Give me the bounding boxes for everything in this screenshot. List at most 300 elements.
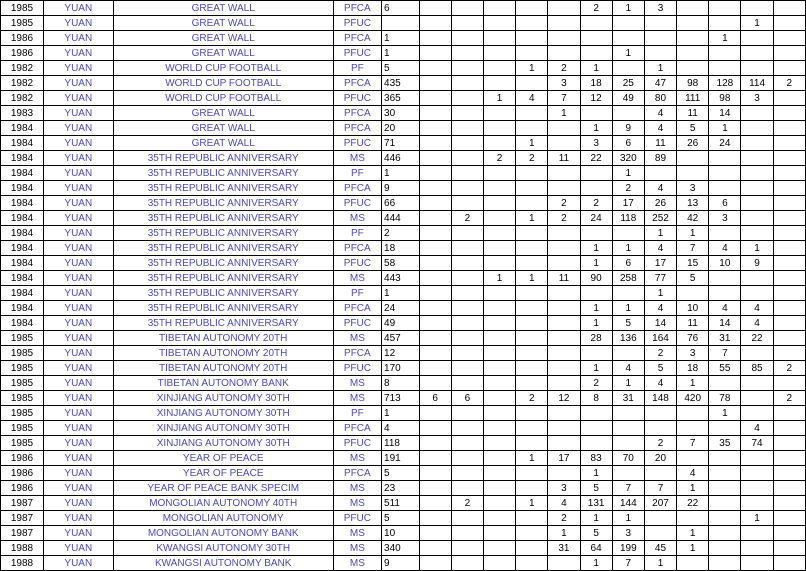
table-row: [1, 226, 806, 241]
cell-v10: [709, 1, 741, 16]
cell-v11: [741, 271, 773, 286]
cell-v5: [548, 121, 580, 136]
cell-v12: [773, 226, 805, 241]
cell-v12: [773, 181, 805, 196]
cell-v1: [419, 301, 451, 316]
cell-v12: [773, 121, 805, 136]
cell-v8: [644, 46, 676, 61]
cell-v4: [516, 121, 548, 136]
cell-number: 12: [382, 346, 420, 361]
cell-v12: [773, 46, 805, 61]
cell-v11: 1: [741, 16, 773, 31]
cell-number: 1: [382, 406, 420, 421]
table-body: [1, 1, 806, 571]
cell-number: 444: [382, 211, 420, 226]
cell-currency: YUAN: [43, 316, 113, 331]
cell-v1: [419, 61, 451, 76]
cell-number: 340: [382, 541, 420, 556]
cell-v2: [451, 271, 483, 286]
cell-v6: [580, 166, 612, 181]
cell-v2: 2: [451, 496, 483, 511]
cell-v2: [451, 331, 483, 346]
cell-v6: 24: [580, 211, 612, 226]
cell-year: 1987: [1, 496, 44, 511]
cell-v4: [516, 256, 548, 271]
cell-v1: [419, 271, 451, 286]
cell-v11: 1: [741, 511, 773, 526]
table-row: [1, 16, 806, 31]
cell-year: 1987: [1, 526, 44, 541]
cell-v12: [773, 481, 805, 496]
table-row: [1, 91, 806, 106]
cell-v5: 17: [548, 451, 580, 466]
cell-v9: [677, 61, 709, 76]
cell-v2: [451, 61, 483, 76]
cell-v8: [644, 466, 676, 481]
cell-v11: [741, 496, 773, 511]
cell-currency: YUAN: [43, 481, 113, 496]
cell-v6: 1: [580, 511, 612, 526]
cell-v1: [419, 31, 451, 46]
cell-v7: 1: [612, 46, 644, 61]
cell-number: 1: [382, 46, 420, 61]
cell-v6: [580, 31, 612, 46]
table-row: [1, 526, 806, 541]
cell-type: MS: [333, 331, 381, 346]
cell-v3: [483, 136, 515, 151]
cell-description: YEAR OF PEACE: [113, 466, 333, 481]
cell-description: 35TH REPUBLIC ANNIVERSARY: [113, 181, 333, 196]
cell-v12: [773, 166, 805, 181]
cell-v6: 2: [580, 196, 612, 211]
cell-v9: 22: [677, 496, 709, 511]
cell-v10: 4: [709, 301, 741, 316]
cell-currency: YUAN: [43, 226, 113, 241]
cell-v11: [741, 166, 773, 181]
cell-year: 1988: [1, 541, 44, 556]
cell-v10: 4: [709, 241, 741, 256]
cell-v1: [419, 481, 451, 496]
cell-v6: 131: [580, 496, 612, 511]
cell-year: 1984: [1, 316, 44, 331]
cell-v9: 18: [677, 361, 709, 376]
cell-v11: 9: [741, 256, 773, 271]
cell-type: MS: [333, 496, 381, 511]
cell-v7: [612, 16, 644, 31]
cell-v11: [741, 526, 773, 541]
table-row: [1, 301, 806, 316]
cell-v8: 4: [644, 241, 676, 256]
cell-year: 1985: [1, 421, 44, 436]
cell-v9: 7: [677, 241, 709, 256]
cell-v1: 6: [419, 391, 451, 406]
cell-v7: [612, 346, 644, 361]
cell-v4: [516, 316, 548, 331]
cell-v11: 22: [741, 331, 773, 346]
cell-year: 1985: [1, 16, 44, 31]
cell-v10: [709, 541, 741, 556]
cell-v1: [419, 421, 451, 436]
cell-v1: [419, 121, 451, 136]
cell-v6: [580, 181, 612, 196]
cell-type: PF: [333, 286, 381, 301]
cell-v10: 128: [709, 76, 741, 91]
cell-type: MS: [333, 211, 381, 226]
cell-type: PFUC: [333, 136, 381, 151]
cell-v3: [483, 496, 515, 511]
cell-v12: [773, 436, 805, 451]
cell-v4: 1: [516, 496, 548, 511]
cell-v7: 1: [612, 166, 644, 181]
cell-v9: 420: [677, 391, 709, 406]
cell-v8: [644, 421, 676, 436]
cell-v3: [483, 76, 515, 91]
cell-v1: [419, 466, 451, 481]
cell-currency: YUAN: [43, 151, 113, 166]
cell-v9: [677, 151, 709, 166]
cell-v1: [419, 241, 451, 256]
cell-v3: [483, 301, 515, 316]
cell-type: PFCA: [333, 31, 381, 46]
cell-v12: [773, 211, 805, 226]
cell-description: XINJIANG AUTONOMY 30TH: [113, 436, 333, 451]
cell-v7: 5: [612, 316, 644, 331]
cell-description: WORLD CUP FOOTBALL: [113, 76, 333, 91]
cell-description: MONGOLIAN AUTONOMY: [113, 511, 333, 526]
cell-v7: 199: [612, 541, 644, 556]
cell-v3: [483, 1, 515, 16]
cell-type: PF: [333, 166, 381, 181]
cell-v9: 11: [677, 316, 709, 331]
cell-v5: [548, 376, 580, 391]
cell-v11: [741, 121, 773, 136]
cell-type: PFUC: [333, 196, 381, 211]
cell-v2: 2: [451, 211, 483, 226]
cell-v4: 4: [516, 91, 548, 106]
cell-v4: [516, 526, 548, 541]
cell-year: 1984: [1, 286, 44, 301]
cell-v9: 5: [677, 121, 709, 136]
cell-type: PFCA: [333, 346, 381, 361]
cell-type: PFUC: [333, 316, 381, 331]
table-row: [1, 271, 806, 286]
cell-v8: 14: [644, 316, 676, 331]
cell-v12: [773, 346, 805, 361]
cell-v4: [516, 31, 548, 46]
cell-v11: 4: [741, 301, 773, 316]
cell-v9: [677, 421, 709, 436]
cell-v1: [419, 1, 451, 16]
cell-v4: [516, 436, 548, 451]
cell-currency: YUAN: [43, 91, 113, 106]
cell-v4: [516, 331, 548, 346]
table-row: [1, 496, 806, 511]
cell-currency: YUAN: [43, 436, 113, 451]
cell-v1: [419, 541, 451, 556]
cell-v6: 1: [580, 241, 612, 256]
cell-v5: [548, 46, 580, 61]
cell-v4: [516, 1, 548, 16]
cell-v8: 4: [644, 121, 676, 136]
cell-v10: [709, 556, 741, 571]
cell-v10: [709, 376, 741, 391]
cell-v5: [548, 331, 580, 346]
cell-v6: 5: [580, 526, 612, 541]
cell-currency: YUAN: [43, 271, 113, 286]
cell-v10: 55: [709, 361, 741, 376]
cell-v10: 7: [709, 346, 741, 361]
cell-v8: 47: [644, 76, 676, 91]
cell-v8: 148: [644, 391, 676, 406]
cell-v11: [741, 61, 773, 76]
cell-v7: 7: [612, 556, 644, 571]
cell-description: GREAT WALL: [113, 46, 333, 61]
cell-v2: [451, 46, 483, 61]
cell-currency: YUAN: [43, 181, 113, 196]
cell-description: 35TH REPUBLIC ANNIVERSARY: [113, 226, 333, 241]
table-row: [1, 361, 806, 376]
cell-v7: [612, 466, 644, 481]
table-row: [1, 1, 806, 16]
cell-v7: [612, 406, 644, 421]
cell-v10: 1: [709, 31, 741, 46]
cell-v10: [709, 271, 741, 286]
cell-number: 1: [382, 286, 420, 301]
cell-v2: [451, 526, 483, 541]
cell-v7: 1: [612, 301, 644, 316]
cell-year: 1984: [1, 166, 44, 181]
cell-v8: 4: [644, 106, 676, 121]
cell-v3: [483, 166, 515, 181]
cell-v8: 207: [644, 496, 676, 511]
cell-v12: [773, 16, 805, 31]
cell-description: 35TH REPUBLIC ANNIVERSARY: [113, 166, 333, 181]
cell-v1: [419, 211, 451, 226]
cell-v5: [548, 241, 580, 256]
table-row: [1, 121, 806, 136]
table-row: [1, 451, 806, 466]
cell-v4: [516, 16, 548, 31]
cell-v4: 1: [516, 271, 548, 286]
cell-v11: [741, 136, 773, 151]
cell-number: 2: [382, 226, 420, 241]
cell-v8: 3: [644, 1, 676, 16]
cell-v11: 1: [741, 241, 773, 256]
cell-currency: YUAN: [43, 466, 113, 481]
cell-v11: [741, 346, 773, 361]
cell-v8: [644, 16, 676, 31]
table-row: [1, 331, 806, 346]
cell-v9: [677, 511, 709, 526]
cell-v11: [741, 286, 773, 301]
cell-v10: 14: [709, 316, 741, 331]
cell-v11: 114: [741, 76, 773, 91]
cell-description: 35TH REPUBLIC ANNIVERSARY: [113, 196, 333, 211]
cell-number: 58: [382, 256, 420, 271]
cell-v2: [451, 481, 483, 496]
cell-v1: [419, 226, 451, 241]
cell-currency: YUAN: [43, 331, 113, 346]
cell-v5: [548, 256, 580, 271]
cell-v2: [451, 91, 483, 106]
cell-v1: [419, 136, 451, 151]
cell-v1: [419, 181, 451, 196]
cell-v2: [451, 226, 483, 241]
cell-v4: [516, 76, 548, 91]
cell-v9: 1: [677, 526, 709, 541]
cell-v10: [709, 481, 741, 496]
cell-number: 49: [382, 316, 420, 331]
cell-v6: 1: [580, 256, 612, 271]
cell-v5: 12: [548, 391, 580, 406]
cell-type: PFUC: [333, 511, 381, 526]
cell-v12: [773, 406, 805, 421]
cell-v3: [483, 181, 515, 196]
cell-v6: [580, 286, 612, 301]
cell-v9: [677, 451, 709, 466]
cell-v9: [677, 166, 709, 181]
cell-v3: 1: [483, 91, 515, 106]
cell-v3: [483, 256, 515, 271]
cell-year: 1984: [1, 121, 44, 136]
cell-year: 1982: [1, 76, 44, 91]
cell-currency: YUAN: [43, 496, 113, 511]
cell-year: 1986: [1, 451, 44, 466]
cell-v1: [419, 91, 451, 106]
cell-v4: [516, 376, 548, 391]
cell-v11: [741, 406, 773, 421]
cell-year: 1984: [1, 181, 44, 196]
cell-v3: [483, 211, 515, 226]
cell-currency: YUAN: [43, 526, 113, 541]
table-row: [1, 346, 806, 361]
cell-number: 457: [382, 331, 420, 346]
cell-v9: [677, 1, 709, 16]
cell-v8: 4: [644, 376, 676, 391]
cell-v10: [709, 151, 741, 166]
cell-v2: [451, 76, 483, 91]
cell-currency: YUAN: [43, 1, 113, 16]
cell-v7: 1: [612, 241, 644, 256]
cell-v3: [483, 61, 515, 76]
cell-v12: [773, 106, 805, 121]
table-row: [1, 61, 806, 76]
cell-v11: [741, 466, 773, 481]
cell-v3: [483, 331, 515, 346]
cell-v6: 3: [580, 136, 612, 151]
cell-description: XINJIANG AUTONOMY 30TH: [113, 421, 333, 436]
cell-v9: 4: [677, 466, 709, 481]
cell-currency: YUAN: [43, 361, 113, 376]
table-row: [1, 481, 806, 496]
cell-currency: YUAN: [43, 421, 113, 436]
cell-currency: YUAN: [43, 391, 113, 406]
cell-year: 1985: [1, 331, 44, 346]
cell-v6: [580, 436, 612, 451]
cell-v7: 1: [612, 376, 644, 391]
cell-type: PF: [333, 61, 381, 76]
cell-v12: [773, 316, 805, 331]
cell-v1: [419, 556, 451, 571]
cell-type: PF: [333, 226, 381, 241]
table-row: [1, 556, 806, 571]
cell-number: 365: [382, 91, 420, 106]
cell-v5: [548, 421, 580, 436]
cell-type: MS: [333, 391, 381, 406]
cell-v7: [612, 436, 644, 451]
cell-v2: [451, 136, 483, 151]
cell-v9: 1: [677, 481, 709, 496]
cell-type: MS: [333, 481, 381, 496]
cell-year: 1985: [1, 406, 44, 421]
cell-v10: 10: [709, 256, 741, 271]
cell-v12: [773, 151, 805, 166]
cell-year: 1984: [1, 301, 44, 316]
cell-year: 1984: [1, 151, 44, 166]
cell-v2: 6: [451, 391, 483, 406]
cell-v5: [548, 1, 580, 16]
cell-v3: [483, 436, 515, 451]
cell-v4: [516, 46, 548, 61]
cell-v6: 5: [580, 481, 612, 496]
cell-v6: 64: [580, 541, 612, 556]
cell-v6: 83: [580, 451, 612, 466]
cell-v7: [612, 286, 644, 301]
cell-v10: [709, 526, 741, 541]
cell-v2: [451, 541, 483, 556]
table-row: [1, 511, 806, 526]
cell-v8: 1: [644, 226, 676, 241]
cell-currency: YUAN: [43, 511, 113, 526]
cell-description: TIBETAN AUTONOMY 20TH: [113, 361, 333, 376]
cell-v6: 1: [580, 301, 612, 316]
cell-v2: [451, 511, 483, 526]
cell-number: 9: [382, 556, 420, 571]
cell-v5: 2: [548, 211, 580, 226]
table-row: [1, 316, 806, 331]
cell-description: GREAT WALL: [113, 121, 333, 136]
cell-v4: [516, 361, 548, 376]
cell-v11: [741, 481, 773, 496]
cell-v9: 1: [677, 376, 709, 391]
cell-v5: [548, 436, 580, 451]
cell-type: PFCA: [333, 301, 381, 316]
cell-v2: [451, 241, 483, 256]
cell-year: 1985: [1, 361, 44, 376]
cell-v9: 15: [677, 256, 709, 271]
cell-v11: [741, 106, 773, 121]
cell-v8: 5: [644, 361, 676, 376]
cell-v7: 3: [612, 526, 644, 541]
cell-v4: 2: [516, 391, 548, 406]
cell-description: 35TH REPUBLIC ANNIVERSARY: [113, 316, 333, 331]
cell-v1: [419, 511, 451, 526]
cell-v1: [419, 286, 451, 301]
cell-description: KWANGSI AUTONOMY 30TH: [113, 541, 333, 556]
cell-year: 1982: [1, 61, 44, 76]
cell-type: PFUC: [333, 91, 381, 106]
cell-number: 5: [382, 466, 420, 481]
cell-v5: [548, 136, 580, 151]
cell-year: 1986: [1, 466, 44, 481]
cell-currency: YUAN: [43, 46, 113, 61]
cell-description: YEAR OF PEACE: [113, 451, 333, 466]
cell-v8: 1: [644, 556, 676, 571]
cell-v4: [516, 181, 548, 196]
cell-v1: [419, 316, 451, 331]
cell-description: WORLD CUP FOOTBALL: [113, 91, 333, 106]
cell-year: 1982: [1, 91, 44, 106]
